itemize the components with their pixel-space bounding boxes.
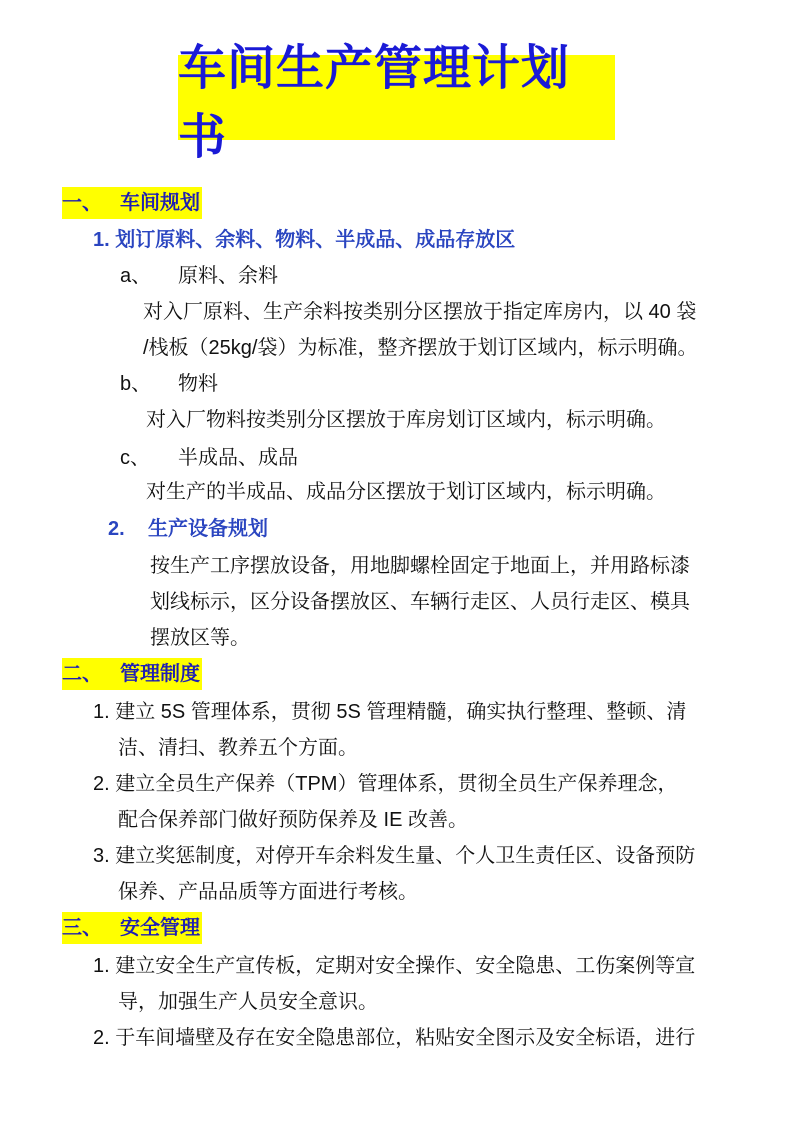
list-item-line: 3. 建立奖惩制度，对停开车余料发生量、个人卫生责任区、设备预防 <box>93 845 696 867</box>
sub2-body-line: 划线标示，区分设备摆放区、车辆行走区、人员行走区、模具 <box>150 591 690 613</box>
list-item-line: 配合保养部门做好预防保养及 IE 改善。 <box>118 809 469 831</box>
section-heading-2 <box>62 658 202 690</box>
item-a-body-line: 对入厂原料、生产余料按类别分区摆放于指定库房内，以 40 袋 <box>143 301 697 323</box>
list-item-line: 2. 建立全员生产保养（TPM）管理体系，贯彻全员生产保养理念， <box>93 773 678 795</box>
item-a-mark: a、 <box>120 265 152 287</box>
section-number: 三、 <box>62 917 102 939</box>
item-b-body: 对入厂物料按类别分区摆放于库房划订区域内，标示明确。 <box>146 409 666 431</box>
subheading-2-label: 生产设备规划 <box>148 518 268 540</box>
item-b-label: 物料 <box>178 373 218 395</box>
list-item-line: 1. 建立 5S 管理体系，贯彻 5S 管理精髓，确实执行整理、整顿、清 <box>93 701 687 723</box>
list-item-line: 导，加强生产人员安全意识。 <box>118 991 378 1013</box>
section-label: 管理制度 <box>120 663 200 685</box>
subheading-2-number: 2. <box>108 518 125 540</box>
list-item-line: 2. 于车间墙壁及存在安全隐患部位，粘贴安全图示及安全标语，进行 <box>93 1027 696 1049</box>
section-label: 车间规划 <box>120 192 200 214</box>
section-heading-3 <box>62 912 202 944</box>
list-item-line: 洁、清扫、教养五个方面。 <box>118 737 358 759</box>
subheading-1: 1. 划订原料、余料、物料、半成品、成品存放区 <box>93 229 516 251</box>
sub2-body-line: 摆放区等。 <box>150 627 250 649</box>
item-c-mark: c、 <box>120 447 150 469</box>
section-heading-1 <box>62 187 202 219</box>
title-banner <box>178 41 615 164</box>
list-item-line: 保养、产品品质等方面进行考核。 <box>118 881 418 903</box>
section-number: 一、 <box>62 192 102 214</box>
item-a-body-line: /栈板（25kg/袋）为标准，整齐摆放于划订区域内，标示明确。 <box>143 337 698 359</box>
document-title: 车间生产管理计划书 <box>178 41 571 164</box>
item-c-label: 半成品、成品 <box>178 447 298 469</box>
list-item-line: 1. 建立安全生产宣传板，定期对安全操作、安全隐患、工伤案例等宣 <box>93 955 696 977</box>
item-a-label: 原料、余料 <box>178 265 278 287</box>
section-label: 安全管理 <box>120 917 200 939</box>
sub2-body-line: 按生产工序摆放设备，用地脚螺栓固定于地面上，并用路标漆 <box>150 555 690 577</box>
section-number: 二、 <box>62 663 102 685</box>
item-c-body: 对生产的半成品、成品分区摆放于划订区域内，标示明确。 <box>146 481 666 503</box>
item-b-mark: b、 <box>120 373 152 395</box>
